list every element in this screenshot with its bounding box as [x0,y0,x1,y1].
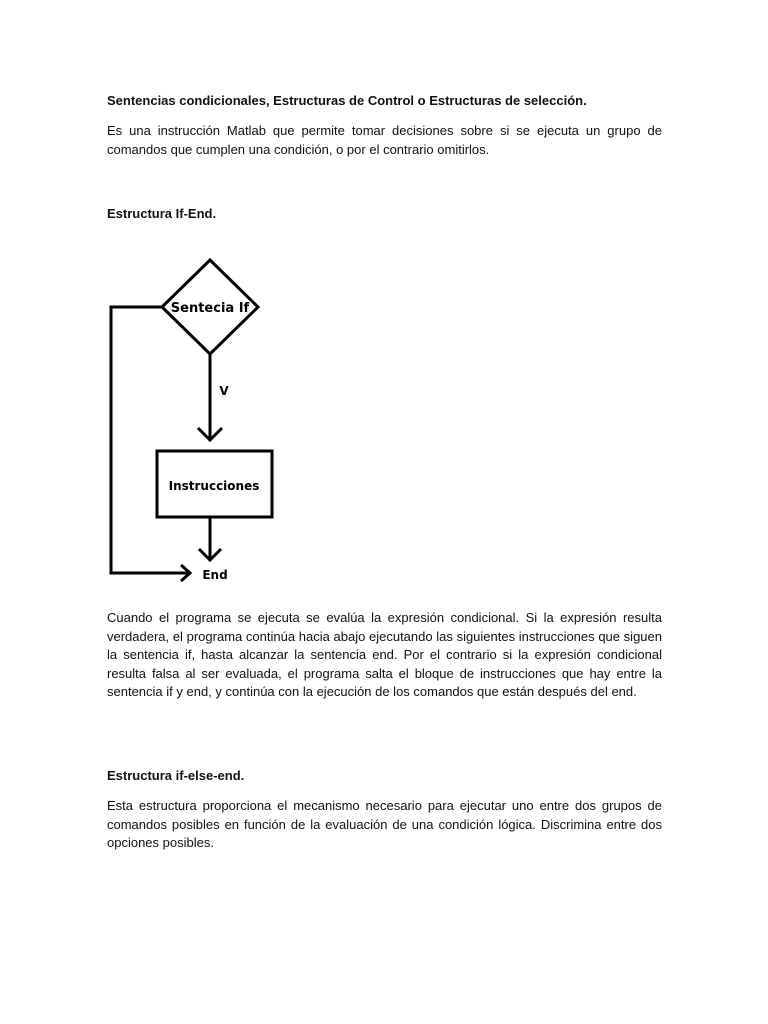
section-heading-if-end: Estructura If-End. [107,206,217,221]
decision-label: Sentecia If [170,301,250,316]
false-branch-line [111,307,190,573]
if-end-flowchart [95,250,295,590]
intro-paragraph: Es una instrucción Matlab que permite tomar decisiones sobre si se ejecuta un grupo de comandos que cumplen una condición, o por el contrario omitirlos. [107,123,662,157]
process-label: Instrucciones [168,479,260,493]
true-branch-label: V [219,384,229,398]
section-heading-if-else-end: Estructura if-else-end. [107,768,245,783]
if-else-end-description: Esta estructura proporciona el mecanismo necesario para ejecutar uno entre dos grupos de comandos posibles en función de la evaluación de una condición lógica. Discrimina entre dos opciones posibles. [107,798,662,850]
if-end-description: Cuando el programa se ejecuta se evalúa la expresión condicional. Si la expresión resulta verdadera, el programa continúa hacia abajo ejecutando las siguientes instrucciones que siguen la sentencia if, hasta alcanzar la sentencia end. Por el contrario si la expresión condicional resulta falsa al ser evaluada, el programa salta el bloque de instrucciones que hay entre la sentencia if y end, y continúa con la ejecución de los comandos que están después del end. [107,610,662,699]
document-title: Sentencias condicionales, Estructuras de Control o Estructuras de selección. [107,93,587,108]
end-label: End [202,568,228,582]
